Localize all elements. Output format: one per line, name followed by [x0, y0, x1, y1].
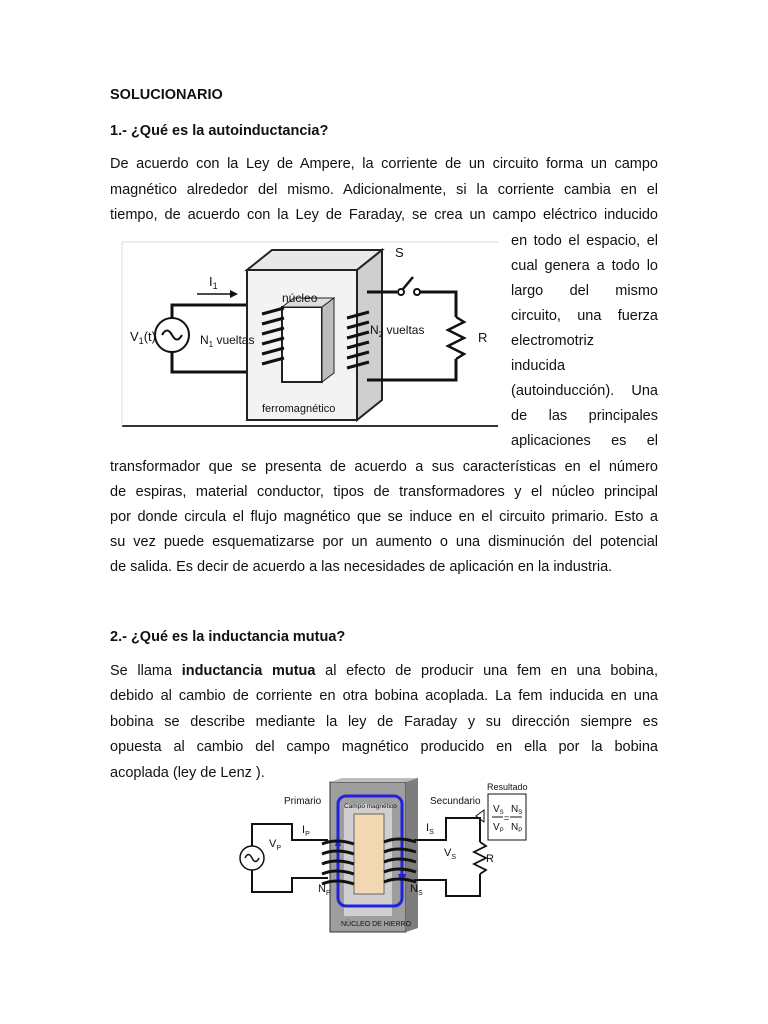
transformer-figure: [112, 232, 498, 432]
paragraph-line: bobina se describe mediante la ley de Faraday y su dirección siempre es: [110, 714, 658, 730]
paragraph-line: electromotriz: [511, 333, 594, 349]
paragraph-line: de espiras, material conductor, tipos de transformadores y el núcleo principal: [110, 484, 658, 500]
ns-label: $N_S$: [410, 883, 423, 897]
term-highlight: inductancia mutua: [181, 663, 316, 679]
paragraph-line: por donde circula el flujo magnético que se induce en el circuito primario. Esto a: [110, 509, 658, 525]
mutual-inductance-figure: [232, 778, 528, 934]
vp-label: $V_P$: [269, 838, 282, 852]
question-2-heading: 2.- ¿Qué es la inductancia mutua?: [110, 629, 346, 645]
question-1-heading: 1.- ¿Qué es la autoinductancia?: [110, 123, 329, 139]
core-label: NÚCLEO DE HIERRO: [341, 921, 412, 928]
paragraph-line: cual genera a todo lo: [511, 258, 658, 274]
document-title: SOLUCIONARIO: [110, 87, 223, 103]
eq-vp: $V_P$: [493, 822, 504, 834]
paragraph-line: inducida: [511, 358, 566, 374]
paragraph-line: de salida. Es decir de acuerdo a las necesidades de aplicación en la industria.: [110, 559, 613, 575]
result-label: Resultado: [487, 782, 528, 792]
paragraph-line: debido al cambio de corriente en otra bobina acoplada. La fem inducida en una: [110, 688, 658, 704]
current-label: $I_1$: [209, 274, 218, 291]
eq-np: $N_P$: [511, 822, 523, 834]
paragraph-line: en todo el espacio, el: [511, 233, 658, 249]
paragraph-line: de las principales: [511, 408, 658, 424]
paragraph-line: largo del mismo: [511, 283, 658, 299]
np-label: $N_P$: [318, 883, 331, 897]
primary-label: Primario: [284, 796, 322, 807]
paragraph-line: acoplada (ley de Lenz ).: [110, 765, 265, 781]
eq-ns: $N_S$: [511, 804, 523, 816]
paragraph-line: opuesta al cambio del campo magnético producido en ella por la bobina: [110, 739, 658, 755]
ip-label: $I_P$: [302, 824, 310, 838]
switch-label: S: [395, 245, 404, 260]
paragraph-line: (autoinducción). Una: [511, 383, 658, 399]
r-label: R: [486, 853, 494, 865]
eq-vs: $V_S$: [493, 804, 504, 816]
paragraph-line: circuito, una fuerza: [511, 308, 658, 324]
n2-label: $N_2$ vueltas: [370, 323, 425, 339]
paragraph-line: tiempo, de acuerdo con la Ley de Faraday, se crea un campo eléctrico inducido: [110, 207, 658, 223]
field-label: Campo magnético: [344, 803, 397, 810]
paragraph-line: transformador que se presenta de acuerdo a sus características en el número: [110, 459, 658, 475]
paragraph-line: magnético alrededor del mismo. Adicionalmente, si la corriente cambia en el: [110, 182, 658, 198]
paragraph-line: su vez puede esquematizarse por un aumento o una disminución del potencial: [110, 534, 658, 550]
vs-label: $V_S$: [444, 847, 457, 861]
secondary-label: Secundario: [430, 796, 481, 807]
resistor-label: R: [478, 330, 488, 345]
paragraph-line: Se llama inductancia mutua al efecto de producir una fem en una bobina,: [110, 663, 658, 679]
eq-equals: =: [504, 813, 510, 823]
paragraph-line: De acuerdo con la Ley de Ampere, la corriente de un circuito forma un campo: [110, 156, 658, 172]
source-label: $V_1(t)$: [130, 329, 156, 346]
n1-label: $N_1$ vueltas: [200, 333, 255, 349]
core-label: núcleo: [282, 291, 318, 305]
is-label: $I_S$: [426, 822, 434, 836]
material-label: ferromagnético: [262, 403, 336, 415]
paragraph-line: aplicaciones es el: [511, 433, 658, 449]
